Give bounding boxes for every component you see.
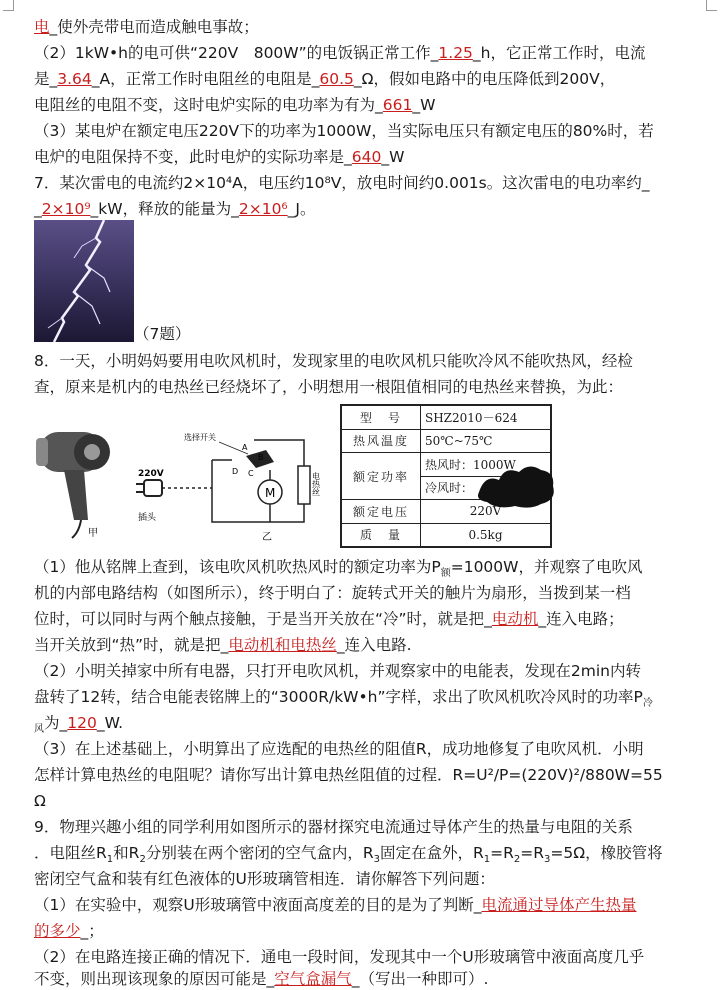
part-3-line-1: （3）在上述基础上，小明算出了应选配的电热丝的阻值R，成功地修复了电吹风机．小明 (34, 740, 644, 758)
temp-value: 50℃~75℃ (421, 429, 551, 453)
question-9-part-1-cont: 的多少_； (34, 922, 104, 940)
mass-value: 0.5kg (421, 523, 551, 547)
model-label: 型 号 (342, 406, 421, 430)
answer: 60.5 (319, 70, 354, 88)
question-9-part-2: （2）在电路连接正确的情况下．通电一段时间，发现其中一个U形玻璃管中液面高度几乎 (34, 948, 645, 966)
answer: 的多少 (34, 922, 81, 940)
answer: 电动机和电热丝 (228, 636, 337, 654)
line-8: _2×10⁹_kW，释放的能量为_2×10⁶_J。 (34, 200, 316, 218)
question-9-part-1: （1）在实验中，观察U形玻璃管中液面高度差的目的是为了判断_电流通过导体产生热量 (34, 896, 637, 914)
hair-dryer-icon (36, 432, 110, 538)
temp-label: 热风温度 (342, 429, 421, 453)
hot-power: 热风时：1000W (421, 453, 551, 477)
model-value: SHZ2010－624 (421, 406, 551, 430)
answer: 120 (67, 714, 97, 732)
question-8-line-1: 8．一天，小明妈妈要用电吹风机时，发现家里的电吹风机只能吹冷风不能吹热风，经检 (34, 352, 633, 370)
answer: 空气盒漏气 (274, 970, 352, 988)
figure-7-caption: （7题） (134, 325, 191, 343)
line-3: 是_3.64_A，正常工作时电阻丝的电阻是_60.5_Ω，假如电路中的电压降低到200V， (34, 70, 616, 88)
answer: 电动机 (491, 610, 539, 628)
plug-label: 插头 (138, 513, 157, 523)
question-9-line-1: 9．物理兴趣小组的同学利用如图所示的器材探究电流通过导体产生的热量与电阻的关系 (34, 818, 633, 836)
answer: 1.25 (438, 44, 473, 62)
voltage-label: 220V (138, 469, 164, 479)
question-7: 7．某次雷电的电流约2×10⁴A，电压约10⁸V，放电时间约0.001s。这次雷电的电功率约_ (34, 174, 650, 192)
motor-label: M (265, 486, 276, 500)
part-2-line-2: 盘转了12转，结合电能表铭牌上的“3000R/kW•h”字样，求出了吹风机吹冷风时的功率$P_冷$ (34, 688, 653, 710)
contact-a: A (242, 443, 248, 452)
part-3-line-2: 怎样计算电热丝的电阻呢？请你写出计算电热丝阻值的过程．R=U²/P=(220V)²/880W=55 (34, 766, 663, 784)
line-5: （3）某电炉在额定电压220V下的功率为1000W，当实际电压只有额定电压的80%时，若 (34, 122, 654, 140)
answer: 3.64 (57, 70, 92, 88)
answer: 661 (382, 96, 413, 114)
part-3-line-3: Ω (34, 792, 46, 810)
corner-mark-left (3, 0, 14, 11)
answer: 电 (34, 18, 50, 36)
lightning-photo (34, 220, 134, 342)
line-2: （2）1kW•h的电可供“220V 800W”的电饭锅正常工作_1.25_h，它正常工作时，电流 (34, 44, 646, 62)
burn-mark (475, 462, 557, 510)
question-9-line-2: ．电阻丝$R_1$和$R_2$分别装在两个密闭的空气盒内，$R_3$固定在盒外，$R_1=R_2=R_3=5\Omega$，橡胶管将 (34, 844, 663, 866)
contact-c: C (248, 469, 254, 478)
line-6: 电炉的电阻保持不变，此时电炉的实际功率是_640_W (34, 148, 405, 166)
answer: 640 (351, 148, 382, 166)
switch-label: 选择开关 (184, 433, 216, 442)
power-label: 额定功率 (342, 453, 421, 500)
mass-label: 质 量 (342, 523, 421, 547)
label-jia: 甲 (88, 528, 98, 539)
hair-dryer-circuit-figure (34, 410, 334, 545)
volt-value: 220V (421, 500, 551, 524)
label-yi: 乙 (262, 532, 272, 543)
part-1-line-2: 机的内部电路结构（如图所示），终于明白了：旋转式开关的触片为扇形，当拨到某一档 (34, 584, 631, 602)
question-9-part-2-cont: 不变，则出现该现象的原因可能是_空气盒漏气_（写出一种即可）. (34, 970, 489, 988)
corner-mark-right (706, 0, 717, 11)
question-8-line-2: 查，原来是机内的电热丝已经烧坏了，小明想用一根阻值相同的电热丝来替换，为此： (34, 378, 624, 396)
part-1-line-4: 当开关放到“热”时，就是把_电动机和电热丝_连入电路. (34, 636, 412, 654)
question-9-line-3: 密闭空气盒和装有红色液体的U形玻璃管相连．请你解答下列问题： (34, 870, 495, 888)
contact-b: B (258, 453, 264, 462)
part-2-line-1: （2）小明关掉家中所有电器，只打开电吹风机，并观察家中的电能表，发现在2min内转 (34, 662, 641, 680)
plug-icon (136, 480, 212, 496)
part-2-line-3: $_风$为_120_W. (34, 714, 124, 736)
heater-icon (298, 466, 310, 504)
contact-d: D (232, 467, 239, 476)
answer: 2×10⁹ (41, 200, 91, 218)
part-1-line-3: 位时，可以同时与两个触点接触，于是当开关放在“冷”时，就是把_电动机_连入电路； (34, 610, 624, 628)
answer: 2×10⁶ (238, 200, 288, 218)
line-4: 电阻丝的电阻不变，这时电炉实际的电功率为有为_661_W (34, 96, 436, 114)
part-1-line-1: （1）他从铭牌上查到，该电吹风机吹热风时的额定功率为$P_额=1000W$，并观察了电吹风 (34, 558, 643, 580)
line-1: 电_使外壳带电而造成触电事故； (34, 18, 259, 36)
answer: 电流通过导体产生热量 (481, 896, 637, 914)
heater-label: 电热丝 (311, 472, 321, 496)
volt-label: 额定电压 (342, 500, 421, 524)
cold-power: 冷风时： (421, 476, 551, 500)
